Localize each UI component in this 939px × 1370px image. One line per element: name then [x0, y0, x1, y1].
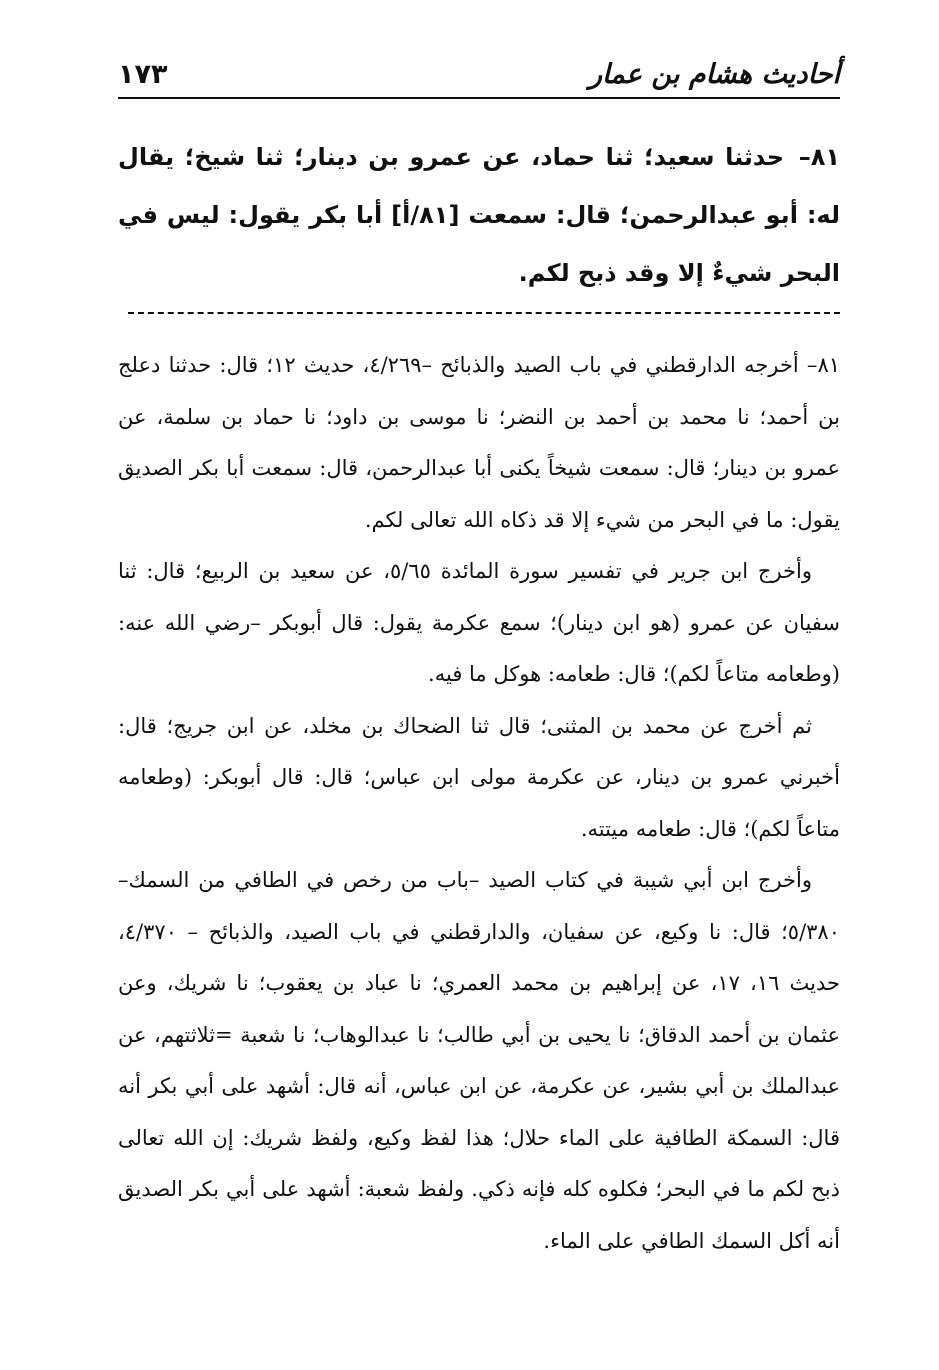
footnote-paragraph: ٨١– أخرجه الدارقطني في باب الصيد والذبائح –٤/٢٦٩، حديث ١٢؛ قال: حدثنا دعلج بن أحمد؛ نا محمد بن أحمد بن النضر؛ نا موسى بن داود؛ نا حماد بن سلمة، عن عمرو بن دينار؛ قال: سمعت شيخاً يكنى أبا عبدالرحمن، قال: سمعت أبا بكر الصديق يقول: ما في البحر من شيء إلا قد ذكاه الله تعالى لكم. — [118, 353, 840, 532]
page-number: ١٧٣ — [118, 59, 168, 90]
hadith-body: حدثنا سعيد؛ ثنا حماد، عن عمرو بن دينار؛ ثنا شيخ؛ يقال له: أبو عبدالرحمن؛ قال: سمعت [٨١/أ] أبا بكر يقول: ليس في البحر شيءٌ إلا وقد ذبح لكم. — [118, 143, 840, 287]
footnote-paragraph: وأخرج ابن أبي شيبة في كتاب الصيد –باب من رخص في الطافي من السمك– ٥/٣٨٠؛ قال: نا وكيع، عن سفيان، والدارقطني في باب الصيد، والذبائح – ٤/٣٧٠، حديث ١٦، ١٧، عن إبراهيم بن محمد العمري؛ نا عباد بن يعقوب؛ نا شريك، وعن عثمان بن أحمد الدقاق؛ نا يحيى بن أبي طالب؛ نا عبدالوهاب؛ نا شعبة =ثلاثتهم، عن عبدالملك بن أبي بشير، عن عكرمة، عن ابن عباس، أنه قال: أشهد على أبي بكر أنه قال: السمكة الطافية على الماء حلال؛ هذا لفظ وكيع، ولفظ شريك: إن الله تعالى ذبح لكم ما في البحر؛ فكلوه كله فإنه ذكي. ولفظ شعبة: أشهد على أبي بكر الصديق أنه أكل السمك الطافي على الماء. — [118, 868, 841, 1253]
footnote-separator — [128, 312, 840, 314]
hadith-number: ٨١– — [798, 143, 841, 171]
hadith-text — [118, 128, 840, 302]
footnote-paragraph: ثم أخرج عن محمد بن المثنى؛ قال ثنا الضحاك بن مخلد، عن ابن جريج؛ قال: أخبرني عمرو بن دينار، عن عكرمة مولى ابن عباس؛ قال: قال أبوبكر: (وطعامه متاعاً لكم)؛ قال: طعامه ميتته. — [118, 713, 840, 841]
running-title: أحاديث هشام بن عمار — [589, 59, 840, 90]
footnotes — [118, 340, 840, 1267]
footnote-paragraph: وأخرج ابن جرير في تفسير سورة المائدة ٥/٦٥، عن سعيد بن الربيع؛ قال: ثنا سفيان عن عمرو (هو ابن دينار)؛ سمع عكرمة يقول: قال أبوبكر –رضي الله عنه: (وطعامه متاعاً لكم)؛ قال: طعامه: هوكل ما فيه. — [118, 559, 840, 686]
header-rule — [118, 97, 840, 99]
page-header — [118, 46, 840, 96]
